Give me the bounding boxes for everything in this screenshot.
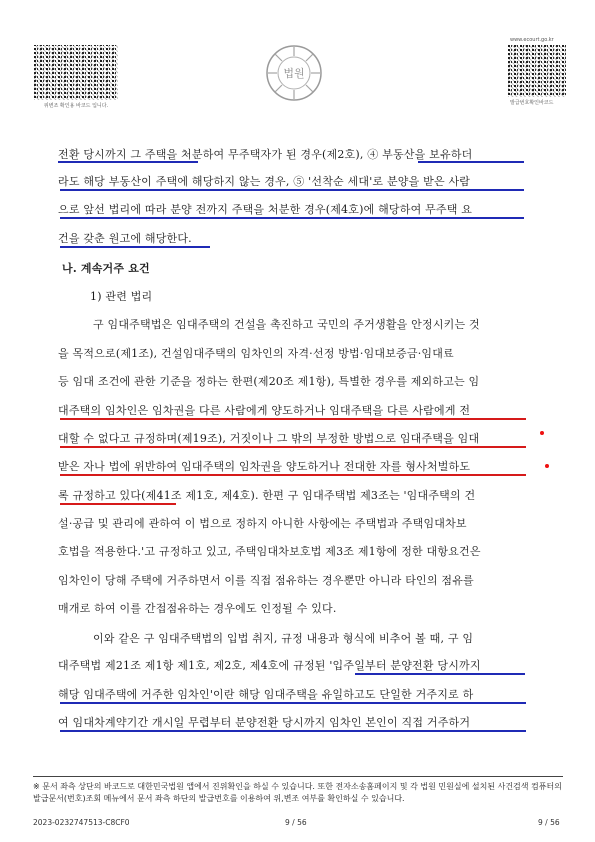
barcode-left — [34, 45, 118, 100]
body-line: 호법을 적용한다.'고 규정하고 있고, 주택임대차보호법 제3조 제1항에 정한 대항요건은 — [58, 545, 481, 558]
red-underline — [60, 446, 526, 448]
subsection-heading: 1) 관련 법리 — [90, 290, 153, 303]
red-underline — [60, 503, 176, 505]
body-line: 설·공급 및 관리에 관하여 이 법으로 정하지 아니한 사항에는 주택법과 주택임대차보 — [58, 517, 467, 530]
red-underline — [60, 474, 526, 476]
body-line: 을 목적으로(제1조), 건설임대주택의 임차인의 자격·선정 방법·임대보증금·임대료 — [58, 347, 454, 360]
body-line: 받은 자나 법에 위반하여 임대주택의 임차권을 양도하거나 전대한 자를 형사처벌하도 — [58, 460, 471, 473]
barcode-right — [508, 45, 566, 97]
body-line: 구 임대주택법은 임대주택의 건설을 촉진하고 국민의 주거생활을 안정시키는 것 — [93, 318, 480, 331]
blue-underline — [60, 189, 524, 191]
body-line: 임차인이 당해 주택에 거주하면서 이를 직접 점유하는 경우뿐만 아니라 타인의 점유를 — [58, 574, 474, 587]
blue-underline — [60, 730, 526, 732]
body-line: 전환 당시까지 그 주택을 처분하여 무주택자가 된 경우(제2호), ④ 부동산을 보유하더 — [58, 148, 473, 161]
body-line: 라도 해당 부동산이 주택에 해당하지 않는 경우, ⑤ '선착순 세대'로 분양을 받은 사람 — [58, 175, 471, 188]
body-line: 이와 같은 구 임대주택법의 입법 취지, 규정 내용과 형식에 비추어 볼 때, 구 임 — [93, 632, 474, 645]
barcode-right-caption: 발급번호확인바코드 — [510, 100, 554, 106]
red-dot-mark — [545, 464, 549, 468]
body-line: 해당 임대주택에 거주한 임차인'이란 해당 임대주택을 유일하고도 단일한 거주지로 하 — [58, 688, 474, 701]
blue-underline — [58, 161, 198, 163]
footer-notice: ※ 문서 좌측 상단의 바코드로 대한민국법원 앱에서 진위확인을 하실 수 있습니다. 또한 전자소송홈페이지 및 각 법원 민원실에 설치된 사건검색 컴퓨터의 발급문서(번호)조회 메뉴에서 문서 좌측 하단의 발급번호를 이용하여 위,변조 여부를 확인하실 수 있습니다. — [33, 776, 563, 805]
page-number-right: 9 / 56 — [538, 818, 560, 827]
blue-underline — [60, 217, 524, 219]
body-line: 여 임대차계약기간 개시일 무렵부터 분양전환 당시까지 임차인 본인이 직접 거주하거 — [58, 716, 471, 729]
blue-underline — [60, 702, 526, 704]
body-line: 대주택법 제21조 제1항 제1호, 제2호, 제4호에 규정된 '입주일부터 분양전환 당시까지 — [58, 659, 481, 672]
section-heading: 나. 계속거주 요건 — [62, 262, 150, 275]
doc-number: 2023-0232747513-C8CF0 — [33, 818, 130, 827]
body-line: 등 임대 조건에 관한 기준을 정하는 한편(제20조 제1항), 특별한 경우를 제외하고는 임 — [58, 375, 480, 388]
barcode-left-caption: 위변조 확인용 바코드 입니다. — [43, 103, 109, 109]
blue-underline — [60, 246, 210, 248]
red-underline — [60, 418, 526, 420]
body-line: 대할 수 없다고 규정하며(제19조), 거짓이나 그 밖의 부정한 방법으로 임대주택을 임대 — [58, 432, 480, 445]
seal-text: 법원 — [283, 67, 305, 80]
body-line: 으로 앞선 법리에 따라 분양 전까지 주택을 처분한 경우(제4호)에 해당하여 무주택 요 — [58, 203, 473, 216]
blue-underline — [355, 673, 525, 675]
court-url: www.ecourt.go.kr — [510, 37, 554, 43]
body-line: 건을 갖춘 원고에 해당한다. — [58, 232, 192, 245]
body-line: 매개로 하여 이를 간접점유하는 경우에도 인정될 수 있다. — [58, 602, 337, 615]
body-line: 록 규정하고 있다(제41조 제1호, 제4호). 한편 구 임대주택법 제3조는 '임대주택의 건 — [58, 489, 476, 502]
court-seal-icon — [265, 44, 323, 102]
body-line: 대주택의 임차인은 임차권을 다른 사람에게 양도하거나 임대주택을 다른 사람에게 전 — [58, 404, 471, 417]
page-number-center: 9 / 56 — [285, 818, 307, 827]
red-dot-mark — [540, 431, 544, 435]
blue-underline — [418, 161, 524, 163]
